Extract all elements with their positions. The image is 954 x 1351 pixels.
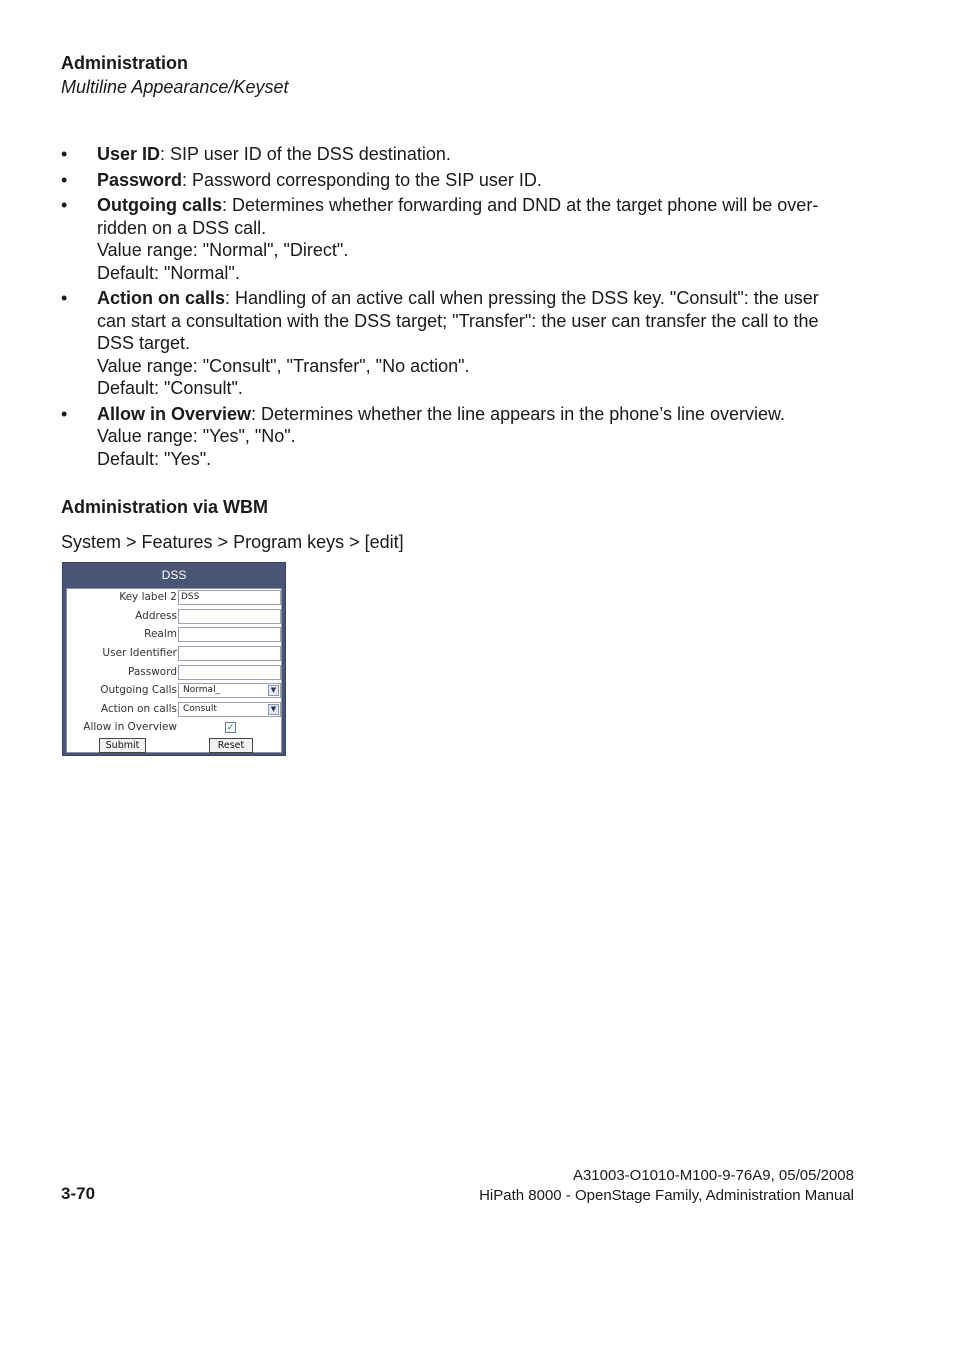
parameter-list [61, 143, 861, 473]
description: : SIP user ID of the DSS destination. [160, 144, 451, 164]
footer-info [479, 1166, 854, 1206]
checkmark-icon: ✓ [226, 722, 235, 732]
bullet-icon: • [61, 403, 68, 424]
reset-button[interactable]: Reset [209, 738, 253, 753]
list-item [61, 169, 861, 192]
description: : Handling of an active call when pressing the DSS key. "Consult": the user [225, 288, 819, 308]
menu-path: System > Features > Program keys > [edit] [61, 532, 404, 552]
list-item [61, 403, 861, 471]
term: Outgoing calls [97, 195, 223, 215]
outgoing-calls-select[interactable] [178, 683, 281, 698]
form-row-allow-in-overview [67, 719, 281, 737]
bullet-icon: • [61, 195, 68, 215]
form-title: DSS [161, 568, 187, 582]
outgoing-calls-value: Normal_ [183, 685, 221, 695]
term: User ID [97, 144, 161, 164]
key-label-2-label: Key label 2 [119, 591, 177, 603]
page-header-subtitle: Multiline Appearance/Keyset [61, 77, 289, 97]
password-label: Password [127, 666, 177, 678]
default-value: Default: "Consult". [97, 378, 243, 398]
form-row-realm [67, 626, 281, 644]
description: : Determines whether forwarding and DND at the target phone will be over- [222, 195, 819, 215]
term: Password [97, 169, 183, 190]
allow-in-overview-label: Allow in Overview [83, 721, 177, 733]
default-value: Default: "Yes". [97, 448, 212, 469]
term: Action on calls [97, 288, 226, 308]
list-item [61, 194, 861, 284]
description: : Password corresponding to the SIP user ID. [182, 169, 542, 190]
document-id: A31003-O1010-M100-9-76A9, 05/05/2008 [572, 1167, 854, 1184]
address-input[interactable] [178, 609, 281, 624]
action-on-calls-select[interactable] [178, 702, 281, 717]
action-on-calls-value: Consult [183, 704, 217, 714]
section-title: Administration via WBM [61, 497, 269, 517]
description: : Determines whether the line appears in the phone’s line overview. [251, 403, 786, 424]
user-identifier-label: User Identifier [102, 647, 177, 659]
form-row-action-on-calls [67, 701, 281, 719]
form-row-key-label [67, 589, 281, 607]
page-number: 3-70 [61, 1184, 96, 1203]
list-item [61, 287, 861, 400]
bullet-icon: • [61, 288, 68, 308]
allow-in-overview-checkbox[interactable] [225, 722, 236, 733]
value-range: Value range: "Yes", "No". [97, 426, 296, 446]
dss-form-screenshot [62, 562, 286, 756]
form-row-password [67, 664, 281, 682]
page-header-title: Administration [61, 53, 189, 73]
value-range: Value range: "Normal", "Direct". [97, 240, 349, 260]
bullet-icon: • [61, 169, 68, 190]
list-item [61, 143, 861, 166]
form-row-outgoing-calls [67, 682, 281, 700]
chevron-down-icon[interactable]: ▼ [268, 685, 279, 696]
description-line: ridden on a DSS call. [97, 217, 267, 238]
outgoing-calls-label: Outgoing Calls [100, 684, 177, 696]
address-label: Address [135, 610, 177, 622]
description-line: can start a consultation with the DSS target; "Transfer": the user can transfer the call to the [97, 310, 819, 331]
form-row-user-identifier [67, 645, 281, 663]
value-range: Value range: "Consult", "Transfer", "No action". [97, 355, 470, 376]
document-title: HiPath 8000 - OpenStage Family, Administration Manual [479, 1187, 854, 1204]
chevron-down-icon[interactable]: ▼ [268, 704, 279, 715]
realm-label: Realm [144, 628, 177, 640]
term: Allow in Overview [97, 403, 252, 424]
action-on-calls-label: Action on calls [100, 703, 177, 715]
description-line: DSS target. [97, 333, 191, 353]
form-row-buttons [67, 737, 281, 755]
user-identifier-input[interactable] [178, 646, 281, 661]
form-body [66, 588, 282, 753]
password-input[interactable] [178, 665, 281, 680]
key-label-2-input[interactable]: DSS [178, 590, 281, 605]
submit-button[interactable]: Submit [99, 738, 146, 753]
form-row-address [67, 608, 281, 626]
realm-input[interactable] [178, 627, 281, 642]
default-value: Default: "Normal". [97, 262, 240, 283]
bullet-icon: • [61, 144, 68, 164]
